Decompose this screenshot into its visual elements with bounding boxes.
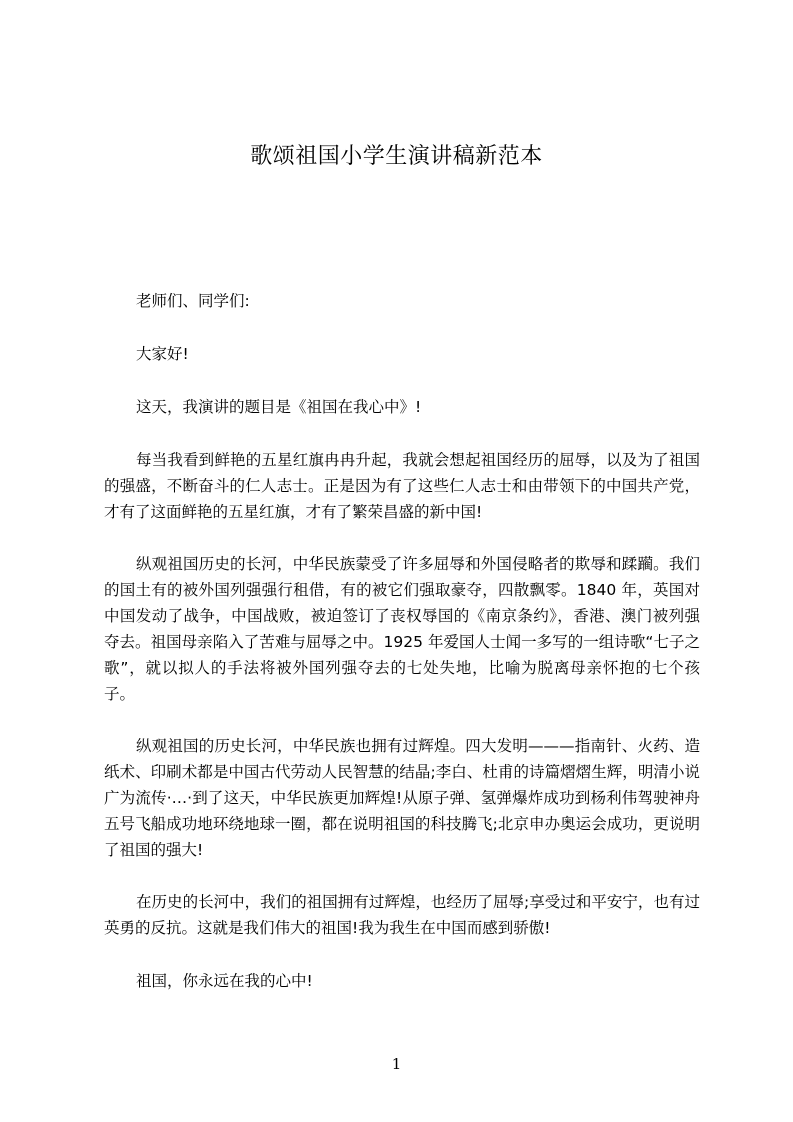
paragraph-pride: 在历史的长河中，我们的祖国拥有过辉煌，也经历了屈辱;享受过和平安宁，也有过英勇的反抗。这就是我们伟大的祖国!我为我生在中国而感到骄傲!: [104, 893, 700, 937]
speech-topic: 这天，我演讲的题目是《祖国在我心中》!: [136, 398, 422, 416]
paragraph-flag: 每当我看到鲜艳的五星红旗冉冉升起，我就会想起祖国经历的屈辱，以及为了祖国的强盛，不断奋斗的仁人志士。正是因为有了这些仁人志士和由带领下的中国共产党，才有了这面鲜艳的五星红旗，才有了繁荣昌盛的新中国!: [104, 451, 700, 521]
paragraph-glory: 纵观祖国的历史长河，中华民族也拥有过辉煌。四大发明———指南针、火药、造纸术、印刷术都是中国古代劳动人民智慧的结晶;李白、杜甫的诗篇熠熠生辉，明清小说广为流传·…·到了这天，中华民族更加辉煌!从原子弹、氢弹爆炸成功到杨利伟驾驶神舟五号飞船成功地环绕地球一圈，都在说明祖国的科技腾飞;北京申办奥运会成功，更说明了祖国的强大!: [104, 737, 700, 859]
closing-line: 祖国，你永远在我的心中!: [136, 972, 313, 990]
greeting-teachers-students: 老师们、同学们:: [136, 292, 250, 310]
greeting-everyone: 大家好!: [136, 345, 189, 363]
document-body: [104, 288, 700, 1021]
paragraph-humiliation: 纵观祖国历史的长河，中华民族蒙受了许多屈辱和外国侵略者的欺辱和蹂躏。我们的国土有的被外国列强强行租借，有的被它们强取豪夺，四散飘零。1840 年，英国对中国发动了战争，中国战败，被迫签订了丧权辱国的《南京条约》，香港、澳门被列强夺去。祖国母亲陷入了苦难与屈辱之中。1925 年爱国人士闻一多写的一组诗歌“七子之歌”，就以拟人的手法将被外国列强夺去的七处失地，比喻为脱离母亲怀抱的七个孩子。: [104, 555, 700, 703]
document-title: 歌颂祖国小学生演讲稿新范本: [250, 144, 543, 169]
page-number: 1: [391, 1055, 402, 1073]
